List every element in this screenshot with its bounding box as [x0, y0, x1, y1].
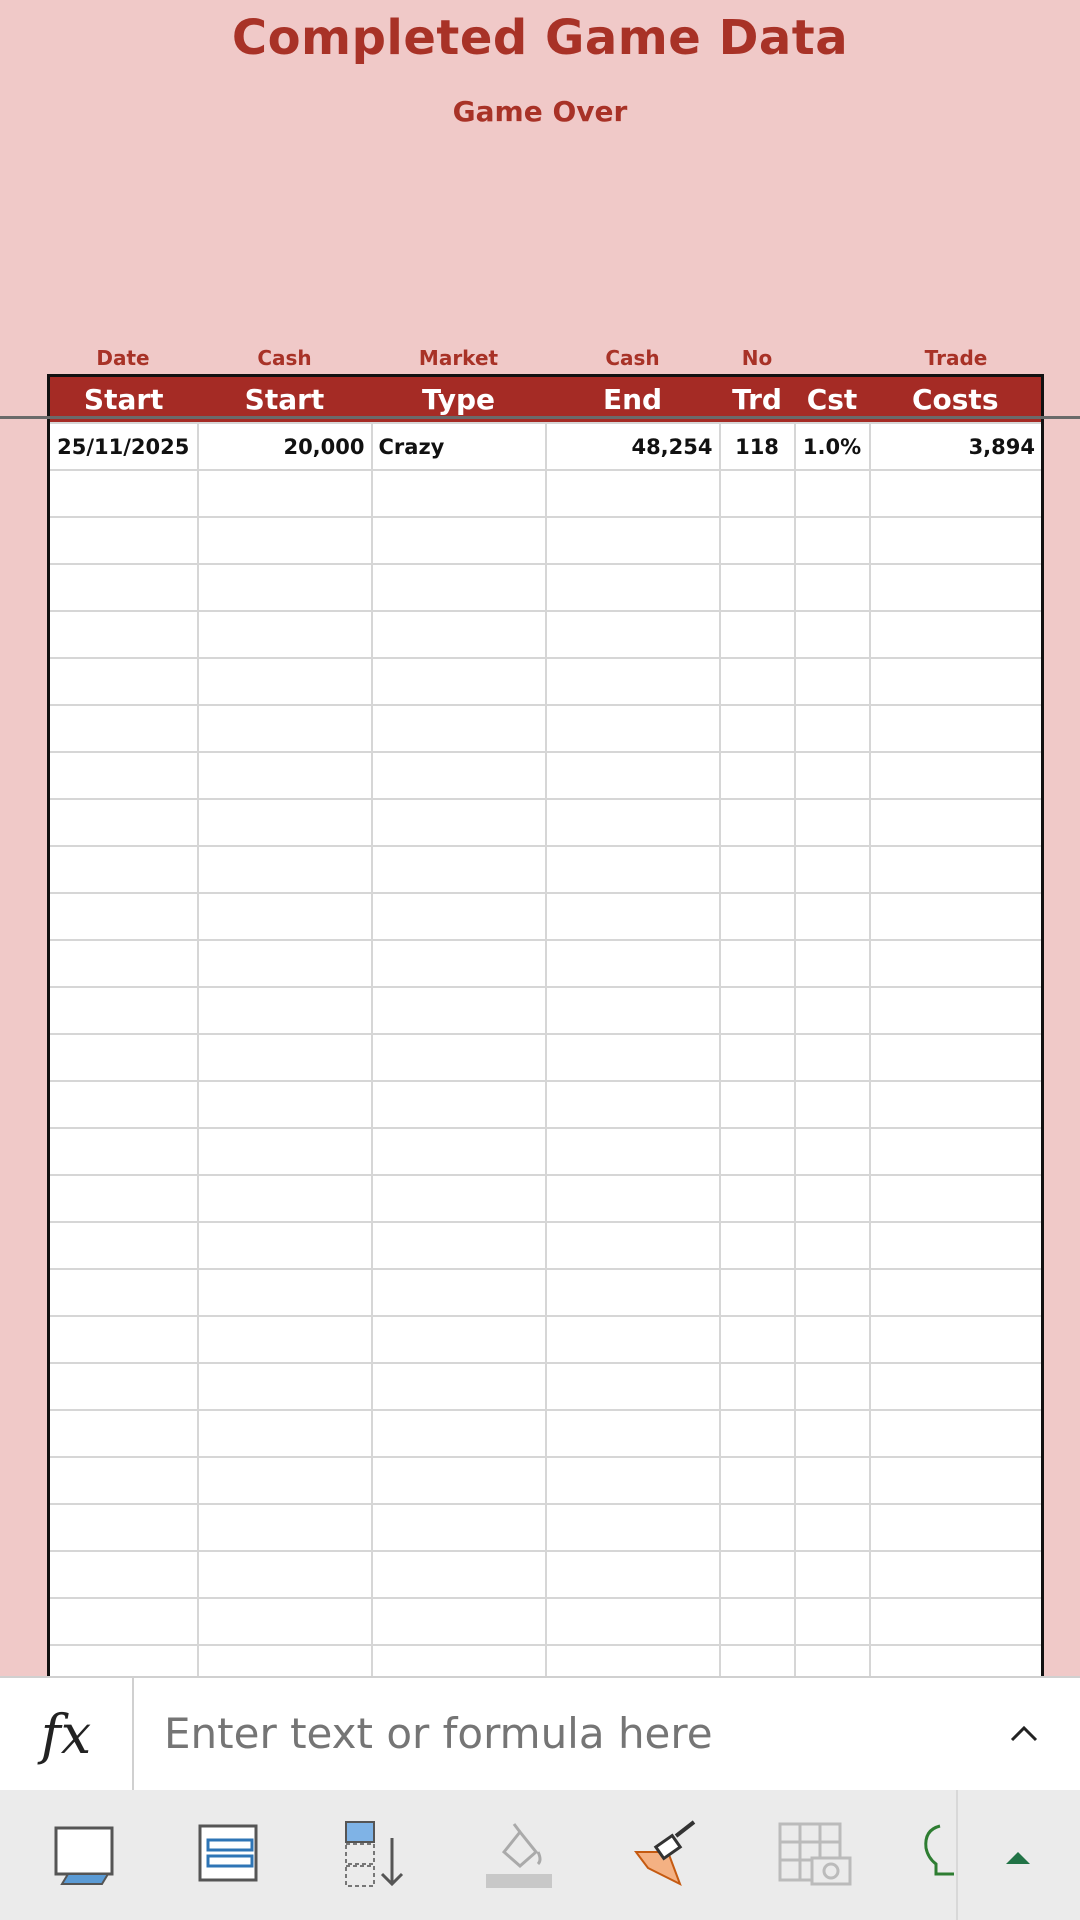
cell-start-date[interactable]: 25/11/2025 [49, 423, 198, 470]
table-cell[interactable] [720, 1363, 795, 1410]
freeze-panes-icon[interactable] [46, 1818, 124, 1890]
table-cell[interactable] [49, 1175, 198, 1222]
header-cell-start-date[interactable]: Start [49, 376, 198, 424]
ideas-lightbulb-icon[interactable] [920, 1818, 956, 1890]
table-cell[interactable] [546, 987, 720, 1034]
table-cell[interactable] [870, 1457, 1043, 1504]
table-row [49, 564, 1043, 611]
table-cell[interactable] [546, 1504, 720, 1551]
freeze-pane-line [0, 416, 1080, 419]
table-cell[interactable] [546, 658, 720, 705]
table-cell[interactable] [49, 1081, 198, 1128]
table-cell[interactable] [372, 1504, 546, 1551]
table-cell[interactable] [546, 1081, 720, 1128]
table-cell[interactable] [795, 658, 870, 705]
header-cell-start-cash[interactable]: Start [198, 376, 372, 424]
table-camera-icon[interactable] [776, 1818, 854, 1890]
table-cell[interactable] [546, 1598, 720, 1645]
table-cell[interactable] [198, 658, 372, 705]
table-row [49, 470, 1043, 517]
table-cell[interactable] [870, 1316, 1043, 1363]
table-cell[interactable] [870, 470, 1043, 517]
table-cell[interactable] [546, 1457, 720, 1504]
table-cell[interactable] [870, 1598, 1043, 1645]
table-cell[interactable] [795, 1551, 870, 1598]
cell-no-trades[interactable]: 118 [720, 423, 795, 470]
table-cell[interactable] [198, 846, 372, 893]
table-row [49, 1175, 1043, 1222]
table-cell[interactable] [372, 752, 546, 799]
table-cell[interactable] [795, 1504, 870, 1551]
table-cell[interactable] [372, 1081, 546, 1128]
table-cell[interactable] [720, 1551, 795, 1598]
table-cell[interactable] [198, 940, 372, 987]
table-cell[interactable] [546, 752, 720, 799]
table-cell[interactable] [795, 1410, 870, 1457]
table-cell[interactable] [49, 1222, 198, 1269]
table-cell[interactable] [795, 893, 870, 940]
table-cell[interactable] [870, 1175, 1043, 1222]
table-row [49, 1363, 1043, 1410]
table-cell[interactable] [546, 1175, 720, 1222]
table-cell[interactable] [49, 893, 198, 940]
table-cell[interactable] [372, 564, 546, 611]
table-cell[interactable] [870, 940, 1043, 987]
table-cell[interactable] [49, 1551, 198, 1598]
table-cell[interactable] [49, 940, 198, 987]
table-row [49, 1598, 1043, 1645]
table-cell[interactable] [198, 1222, 372, 1269]
table-cell[interactable] [372, 893, 546, 940]
table-cell[interactable] [49, 705, 198, 752]
table-cell[interactable] [720, 1081, 795, 1128]
table-cell[interactable] [198, 1316, 372, 1363]
table-cell[interactable] [795, 564, 870, 611]
table-cell[interactable] [546, 1363, 720, 1410]
table-cell[interactable] [372, 1363, 546, 1410]
table-cell[interactable] [795, 1363, 870, 1410]
table-cell[interactable] [795, 940, 870, 987]
table-cell[interactable] [546, 1645, 720, 1676]
table-cell[interactable] [720, 752, 795, 799]
table-cell[interactable] [795, 1081, 870, 1128]
header-cell-end-cash[interactable]: End [546, 376, 720, 424]
table-cell[interactable] [720, 1175, 795, 1222]
sub-header-cell[interactable]: Market [418, 346, 499, 370]
table-row [49, 1222, 1043, 1269]
table-row [49, 1128, 1043, 1175]
sub-header-cell[interactable]: Date [96, 346, 150, 370]
cell-end-cash[interactable]: 48,254 [546, 423, 720, 470]
table-cell[interactable] [720, 658, 795, 705]
table-cell[interactable] [372, 1128, 546, 1175]
table-cell[interactable] [546, 1269, 720, 1316]
table-cell[interactable] [49, 470, 198, 517]
table-cell[interactable] [49, 1316, 198, 1363]
table-cell[interactable] [198, 987, 372, 1034]
sub-header-cell[interactable]: No [741, 346, 773, 370]
table-cell[interactable] [198, 1034, 372, 1081]
table-cell[interactable] [49, 1457, 198, 1504]
table-cell[interactable] [795, 705, 870, 752]
table-row [49, 940, 1043, 987]
table-cell[interactable] [720, 987, 795, 1034]
format-painter-icon[interactable] [628, 1818, 706, 1890]
table-row [49, 1457, 1043, 1504]
table-cell[interactable] [49, 799, 198, 846]
table-row [49, 799, 1043, 846]
table-cell[interactable] [720, 1645, 795, 1676]
table-cell[interactable] [372, 1175, 546, 1222]
table-cell[interactable] [720, 1034, 795, 1081]
table-cell[interactable] [795, 517, 870, 564]
sheet-subtitle: Game Over [452, 95, 628, 128]
table-cell[interactable] [49, 1410, 198, 1457]
table-cell[interactable] [870, 1222, 1043, 1269]
table-row [49, 1269, 1043, 1316]
table-cell[interactable] [546, 564, 720, 611]
table-cell[interactable] [49, 1598, 198, 1645]
table-cell[interactable] [720, 705, 795, 752]
table-cell[interactable] [546, 1034, 720, 1081]
table-cell[interactable] [372, 517, 546, 564]
table-cell[interactable] [795, 846, 870, 893]
table-cell[interactable] [372, 1034, 546, 1081]
bottom-toolbar [0, 1790, 1080, 1920]
table-cell[interactable] [546, 517, 720, 564]
table-cell[interactable] [198, 1598, 372, 1645]
table-cell[interactable] [49, 1504, 198, 1551]
table-cell[interactable] [198, 1645, 372, 1676]
table-cell[interactable] [546, 1551, 720, 1598]
table-cell[interactable] [720, 1269, 795, 1316]
table-row [49, 987, 1043, 1034]
cell-trade-costs[interactable]: 3,894 [870, 423, 1043, 470]
table-cell[interactable] [198, 705, 372, 752]
table-cell[interactable] [795, 1457, 870, 1504]
sub-header-cell[interactable]: Cash [257, 346, 312, 370]
table-cell[interactable] [198, 1269, 372, 1316]
table-cell[interactable] [372, 1316, 546, 1363]
table-cell[interactable] [720, 1504, 795, 1551]
table-cell[interactable] [546, 940, 720, 987]
table-cell[interactable] [795, 1645, 870, 1676]
table-cell[interactable] [870, 1363, 1043, 1410]
table-cell[interactable] [49, 564, 198, 611]
formula-input[interactable] [164, 1678, 944, 1790]
table-cell[interactable] [795, 611, 870, 658]
table-cell[interactable] [795, 1175, 870, 1222]
table-cell[interactable] [198, 752, 372, 799]
table-cell[interactable] [49, 517, 198, 564]
table-row [49, 1081, 1043, 1128]
table-cell[interactable] [870, 987, 1043, 1034]
fill-color-icon[interactable] [480, 1818, 558, 1890]
table-cell[interactable] [372, 1645, 546, 1676]
table-cell[interactable] [372, 1551, 546, 1598]
table-cell[interactable] [372, 705, 546, 752]
table-cell[interactable] [870, 1410, 1043, 1457]
table-cell[interactable] [720, 846, 795, 893]
table-cell[interactable] [546, 1410, 720, 1457]
table-cell[interactable] [198, 564, 372, 611]
table-row [49, 1034, 1043, 1081]
table-row [49, 1504, 1043, 1551]
table-cell[interactable] [372, 940, 546, 987]
table-row [49, 1645, 1043, 1676]
empty-rows [49, 470, 1043, 1676]
table-cell[interactable] [372, 1598, 546, 1645]
table-cell[interactable] [795, 1128, 870, 1175]
table-row [49, 705, 1043, 752]
table-cell[interactable] [198, 470, 372, 517]
table-row [49, 752, 1043, 799]
cell-start-cash[interactable]: 20,000 [198, 423, 372, 470]
table-cell[interactable] [720, 940, 795, 987]
table-cell[interactable] [198, 611, 372, 658]
table-cell[interactable] [795, 799, 870, 846]
table-cell[interactable] [49, 846, 198, 893]
table-cell[interactable] [870, 1645, 1043, 1676]
table-cell[interactable] [870, 517, 1043, 564]
table-cell[interactable] [49, 611, 198, 658]
table-cell[interactable] [372, 1410, 546, 1457]
table-cell[interactable] [49, 658, 198, 705]
table-cell[interactable] [795, 1222, 870, 1269]
table-cell[interactable] [372, 470, 546, 517]
table-cell[interactable] [546, 1128, 720, 1175]
table-cell[interactable] [795, 1269, 870, 1316]
table-cell[interactable] [795, 1598, 870, 1645]
table-cell[interactable] [720, 564, 795, 611]
table-cell[interactable] [795, 1034, 870, 1081]
table-cell[interactable] [49, 752, 198, 799]
table-cell[interactable] [870, 1269, 1043, 1316]
table-cell[interactable] [546, 1222, 720, 1269]
fx-button[interactable]: fx [0, 1678, 134, 1790]
cell-cost[interactable]: 1.0% [795, 423, 870, 470]
table-cell[interactable] [198, 1551, 372, 1598]
table-cell[interactable] [198, 1175, 372, 1222]
table-cell[interactable] [49, 1128, 198, 1175]
table-cell[interactable] [870, 611, 1043, 658]
table-cell[interactable] [720, 1410, 795, 1457]
table-cell[interactable] [870, 799, 1043, 846]
wrap-text-icon[interactable] [190, 1818, 268, 1890]
sub-header-cell[interactable]: Trade [924, 346, 988, 370]
sub-header-row [49, 336, 1043, 376]
table-cell[interactable] [795, 1316, 870, 1363]
table-cell[interactable] [198, 893, 372, 940]
sub-header-cell[interactable] [795, 336, 870, 376]
table-cell[interactable] [372, 987, 546, 1034]
header-cell-no-trades[interactable]: Trd [720, 376, 795, 424]
table-cell[interactable] [546, 1316, 720, 1363]
table-row [49, 1551, 1043, 1598]
table-cell[interactable] [870, 893, 1043, 940]
table-cell[interactable] [870, 564, 1043, 611]
table-cell[interactable] [720, 611, 795, 658]
table-row [49, 893, 1043, 940]
table-cell[interactable] [795, 470, 870, 517]
table-cell[interactable] [198, 1081, 372, 1128]
table-cell[interactable] [795, 752, 870, 799]
table-cell[interactable] [372, 799, 546, 846]
table-cell[interactable] [372, 846, 546, 893]
toolbar-divider [956, 1790, 958, 1920]
cell-market-type[interactable]: Crazy [372, 423, 546, 470]
table-cell[interactable] [372, 611, 546, 658]
table-cell[interactable] [49, 1034, 198, 1081]
sheet-title: Completed Game Data [231, 10, 849, 66]
insert-row-icon[interactable] [338, 1818, 416, 1890]
table-row [49, 658, 1043, 705]
table-cell[interactable] [795, 987, 870, 1034]
sub-header-cell[interactable]: Cash [605, 346, 660, 370]
table-cell[interactable] [198, 1128, 372, 1175]
table-cell[interactable] [870, 752, 1043, 799]
table-cell[interactable] [870, 1128, 1043, 1175]
table-cell[interactable] [198, 1504, 372, 1551]
table-cell[interactable] [372, 1269, 546, 1316]
table-cell[interactable] [198, 1363, 372, 1410]
table-cell[interactable] [720, 517, 795, 564]
table-row [49, 1410, 1043, 1457]
table-cell[interactable] [546, 893, 720, 940]
table-cell[interactable] [546, 705, 720, 752]
table-row [49, 611, 1043, 658]
table-cell[interactable] [720, 1128, 795, 1175]
table-cell[interactable] [198, 517, 372, 564]
table-cell[interactable] [720, 1316, 795, 1363]
table-cell[interactable] [198, 799, 372, 846]
table-cell[interactable] [870, 658, 1043, 705]
table-cell[interactable] [546, 470, 720, 517]
table-cell[interactable] [870, 705, 1043, 752]
table-cell[interactable] [720, 799, 795, 846]
table-row [49, 846, 1043, 893]
expand-up-icon[interactable] [980, 1818, 1058, 1890]
header-cell-trade-costs[interactable]: Costs [870, 376, 1043, 424]
table-cell[interactable] [198, 1410, 372, 1457]
table-cell[interactable] [720, 1598, 795, 1645]
table-cell[interactable] [546, 799, 720, 846]
table-row [49, 423, 1043, 470]
header-cell-cost[interactable]: Cst [795, 376, 870, 424]
table-cell[interactable] [49, 1269, 198, 1316]
table-cell[interactable] [49, 987, 198, 1034]
table-cell[interactable] [372, 1457, 546, 1504]
table-cell[interactable] [870, 846, 1043, 893]
table-cell[interactable] [372, 658, 546, 705]
table-cell[interactable] [870, 1504, 1043, 1551]
table-row [49, 517, 1043, 564]
table-cell[interactable] [546, 846, 720, 893]
table-cell[interactable] [720, 1457, 795, 1504]
table-cell[interactable] [546, 611, 720, 658]
game-data-table [47, 336, 1044, 1676]
table-row [49, 1316, 1043, 1363]
table-cell[interactable] [720, 893, 795, 940]
table-cell[interactable] [870, 1551, 1043, 1598]
table-cell[interactable] [49, 1363, 198, 1410]
table-cell[interactable] [720, 1222, 795, 1269]
chevron-up-icon[interactable] [1004, 1714, 1044, 1754]
table-cell[interactable] [49, 1645, 198, 1676]
table-cell[interactable] [720, 470, 795, 517]
table-cell[interactable] [870, 1081, 1043, 1128]
table-cell[interactable] [870, 1034, 1043, 1081]
table-cell[interactable] [372, 1222, 546, 1269]
header-cell-market-type[interactable]: Type [372, 376, 546, 424]
formula-bar [0, 1676, 1080, 1792]
table-cell[interactable] [198, 1457, 372, 1504]
